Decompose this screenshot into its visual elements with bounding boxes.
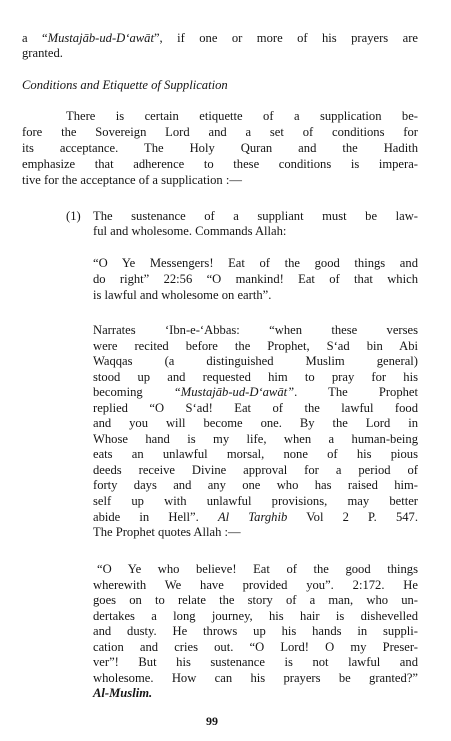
narration-abide-line xyxy=(93,509,418,525)
citation-al-muslim: Al-Muslim. xyxy=(93,686,153,700)
quote1-line: is lawful and wholesome on earth”. xyxy=(93,288,272,302)
intro-line-1-prefix: a “ xyxy=(22,31,48,45)
narration-becoming-suffix: . The Prophet xyxy=(294,385,418,399)
quote2-line: “O Ye who believe! Eat of the good things xyxy=(97,562,418,576)
paragraph1-line: emphasize that adherence to these conditions is impera- xyxy=(22,157,418,171)
section-heading: Conditions and Etiquette of Supplication xyxy=(22,78,228,92)
narration-line: deeds receive Divine approval for a period of xyxy=(93,463,418,477)
narration-abide-prefix: abide in Hell”. xyxy=(93,510,218,524)
intro-line-1 xyxy=(22,30,418,46)
quote2-line: wherewith We have provided you”. 2:172. He xyxy=(93,578,418,592)
narration-becoming-prefix: becoming xyxy=(93,385,174,399)
quote1-line: “O Ye Messengers! Eat of the good things and xyxy=(93,256,418,270)
page-number: 99 xyxy=(206,714,218,728)
quote2-line: and dusty. He throws up his hands in suppli- xyxy=(93,624,418,638)
narration-line: eats an unlawful morsal, none of his pious xyxy=(93,447,418,461)
quote2-line: wholesome. How can his prayers be granted?” xyxy=(93,671,418,685)
intro-line-1-italic: Mustajāb-ud-D‘awāt xyxy=(47,31,154,45)
quote2-line: cation and cries out. “O Lord! O my Preser- xyxy=(93,640,418,654)
paragraph1-line: There is certain etiquette of a supplication be- xyxy=(66,109,418,123)
narration-line: were recited before the Prophet, S‘ad bin Abi xyxy=(93,339,418,353)
narration-line: self up with unlawful provisions, may better xyxy=(93,494,418,508)
condition1-line: The sustenance of a suppliant must be law- xyxy=(93,209,418,223)
intro-line-1-suffix: ”, if one or more of his prayers are xyxy=(153,31,418,45)
paragraph1-line: tive for the acceptance of a supplication :— xyxy=(22,173,242,187)
narration-line: and you will become one. By the Lord in xyxy=(93,416,418,430)
narration-abide-suffix: Vol 2 P. 547. xyxy=(287,510,418,524)
quote2-line: goes on to relate the story of a man, who un- xyxy=(93,593,418,607)
narration-line: stood up and requested him to pray for his xyxy=(93,370,418,384)
quote2-line: ver”! But his sustenance is not lawful and xyxy=(93,655,418,669)
narration-line: Narrates ‘Ibn-e-‘Abbas: “when these verses xyxy=(93,323,418,337)
narration-becoming-line xyxy=(93,384,418,400)
paragraph1-line: its acceptance. The Holy Quran and the Hadith xyxy=(22,141,418,155)
condition-number: (1) xyxy=(66,209,81,223)
intro-line-2: granted. xyxy=(22,46,63,60)
narration-line: Whose hand is my life, when a human-being xyxy=(93,432,418,446)
narration-becoming-italic: “Mustajāb-ud-D‘awāt” xyxy=(173,385,295,399)
condition1-line: ful and wholesome. Commands Allah: xyxy=(93,224,287,238)
citation-al-targhib: Al Targhib xyxy=(217,510,288,524)
paragraph1-line: fore the Sovereign Lord and a set of conditions for xyxy=(22,125,418,139)
quote1-line: do right” 22:56 “O mankind! Eat of that which xyxy=(93,272,418,286)
narration-line: forty days and any one who has raised him- xyxy=(93,478,418,492)
narration-line: replied “O S‘ad! Eat of the lawful food xyxy=(93,401,418,415)
narration-line: The Prophet quotes Allah :— xyxy=(93,525,241,539)
narration-line: Waqqas (a distinguished Muslim general) xyxy=(93,354,418,368)
quote2-line: dertakes a long journey, his hair is dishevelled xyxy=(93,609,418,623)
